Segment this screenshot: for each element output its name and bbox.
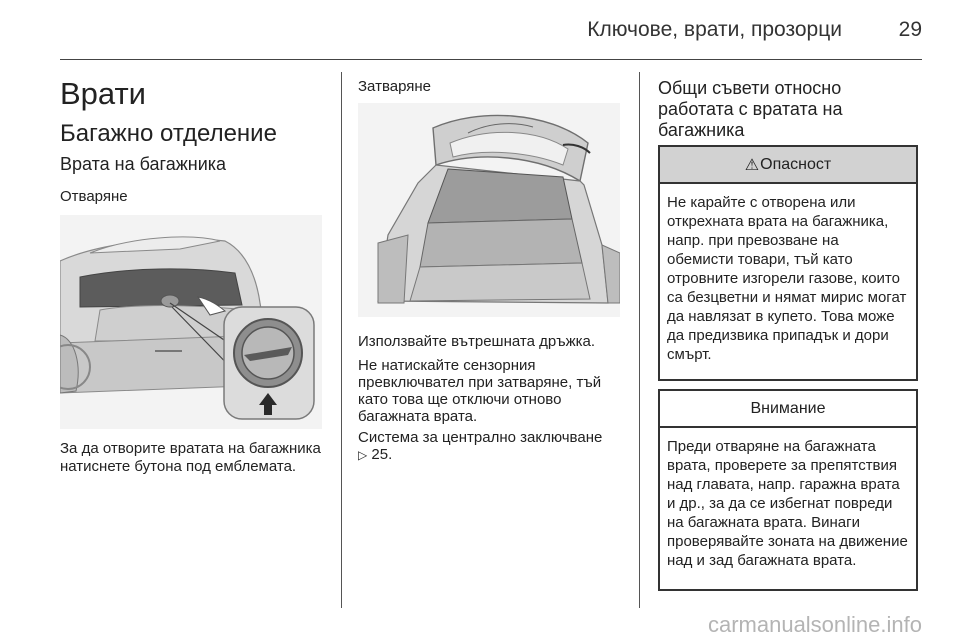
opening-title: Отваряне bbox=[60, 188, 128, 205]
closing-para-1: Използвайте вътрешната дръжка. bbox=[358, 333, 596, 350]
closing-para-2: Не натискайте сензорния превключвател при затваряне, тъй като това ще отключи отново багажната врата. bbox=[358, 357, 602, 425]
opening-instruction: За да отворите вратата на багажника натиснете бутона под емблемата. bbox=[60, 440, 321, 475]
section-title: Врати bbox=[60, 76, 146, 111]
closing-para-3 bbox=[358, 429, 628, 464]
caution-heading: Внимание bbox=[750, 399, 826, 417]
warning-heading: Опасност bbox=[760, 155, 832, 173]
cross-reference-icon[interactable]: ▷ bbox=[358, 448, 368, 462]
running-header-title: Ключове, врати, прозорци bbox=[587, 18, 842, 41]
subsection-title: Багажно отделение bbox=[60, 120, 277, 147]
header-rule bbox=[60, 59, 922, 60]
topic-title: Врата на багажника bbox=[60, 154, 227, 174]
column-divider-right bbox=[639, 72, 640, 608]
page-number: 29 bbox=[898, 18, 922, 41]
tailgate-opening-illustration bbox=[60, 215, 322, 429]
caution-header bbox=[660, 391, 916, 428]
warning-triangle-icon: ⚠ bbox=[744, 156, 760, 174]
tips-title: Общи съвети относно работата с вратата на багажника bbox=[658, 78, 843, 140]
central-locking-text: Система за централно заключване bbox=[358, 429, 603, 446]
page-reference[interactable]: 25. bbox=[371, 446, 393, 463]
watermark: carmanualsonline.info bbox=[707, 612, 922, 637]
column-divider-left bbox=[341, 72, 342, 608]
warning-box bbox=[658, 145, 918, 381]
caution-box bbox=[658, 389, 918, 591]
caution-text: Преди отваряне на багажната врата, проверете за препятствия над главата, напр. гаражна врата и др., за да се избегнат повреди на багажната врата. Винаги проверявайте зоната на движение над и зад багажната врата. bbox=[667, 438, 908, 569]
tailgate-closing-illustration bbox=[358, 103, 620, 317]
warning-header bbox=[660, 147, 916, 184]
closing-title: Затваряне bbox=[358, 78, 432, 95]
warning-text: Не карайте с отворена или открехната врата на багажника, напр. при превозване на обемисти товари, тъй като отровните изгорели газове, които са безцветни и нямат мирис могат да навлязат в купето. Това може да предизвика припадък и дори смърт. bbox=[667, 194, 907, 363]
